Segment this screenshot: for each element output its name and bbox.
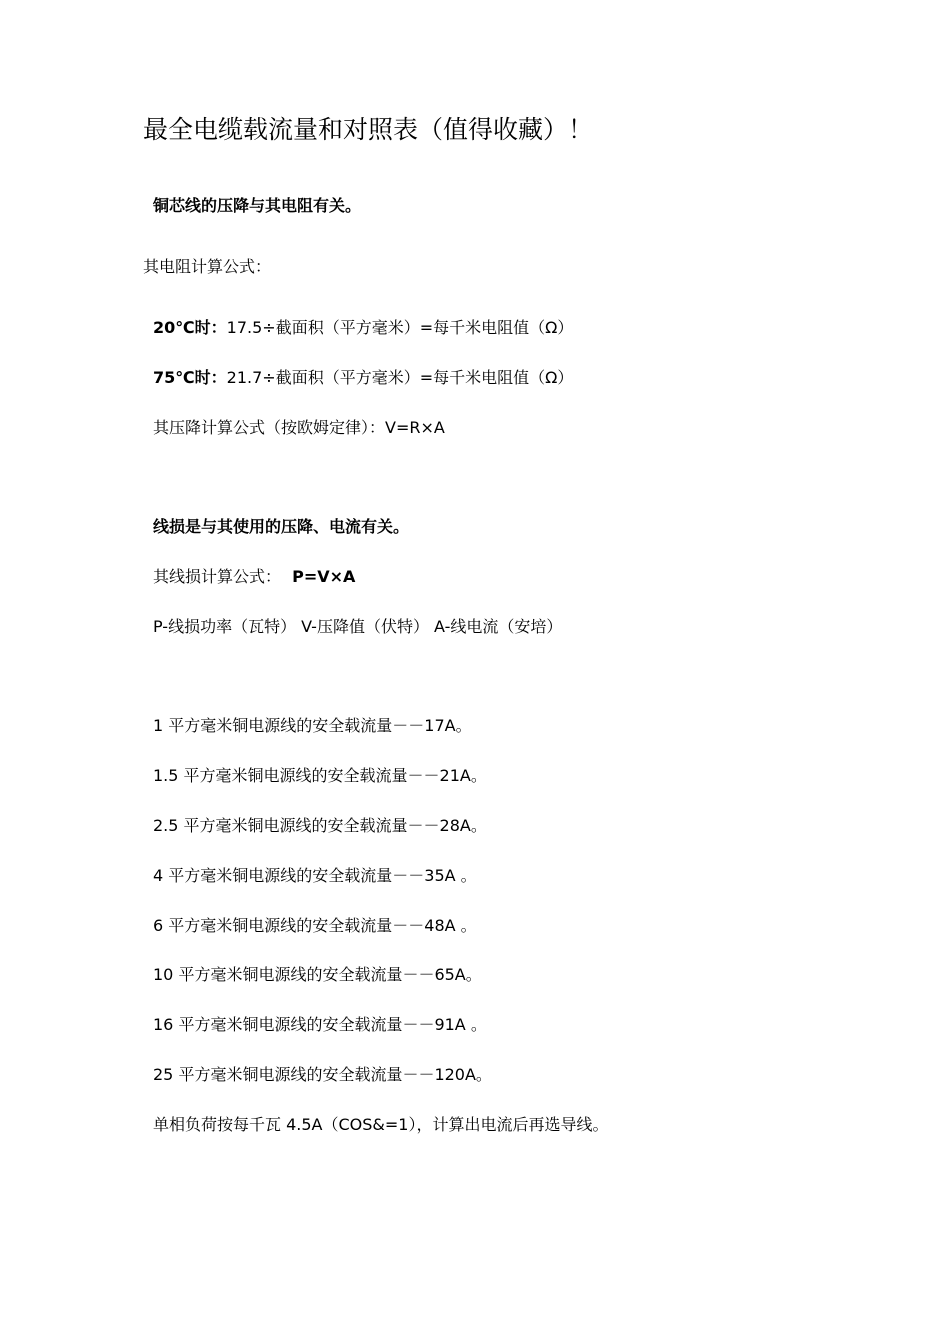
line-loss-formula-value: P=V×A bbox=[292, 567, 356, 586]
ampacity-item: 2.5 平方毫米铜电源线的安全载流量－－28A。 bbox=[153, 816, 487, 835]
ampacity-item: 4 平方毫米铜电源线的安全载流量－－35A 。 bbox=[153, 866, 477, 885]
line-loss-legend: P-线损功率（瓦特） V-压降值（伏特） A-线电流（安培） bbox=[153, 617, 563, 636]
ampacity-item: 1.5 平方毫米铜电源线的安全载流量－－21A。 bbox=[153, 766, 487, 785]
formula-20c-text: 17.5÷截面积（平方毫米）=每千米电阻值（Ω） bbox=[226, 318, 574, 337]
voltage-drop-formula: 其压降计算公式（按欧姆定律）：V=R×A bbox=[153, 418, 445, 437]
section-heading-line-loss: 线损是与其使用的压降、电流有关。 bbox=[153, 517, 410, 536]
page-title: 最全电缆载流量和对照表（值得收藏）！ bbox=[143, 115, 594, 144]
line-loss-formula-label: 其线损计算公式： bbox=[153, 567, 282, 586]
ampacity-item: 25 平方毫米铜电源线的安全载流量－－120A。 bbox=[153, 1065, 492, 1084]
ampacity-item: 16 平方毫米铜电源线的安全载流量－－91A 。 bbox=[153, 1015, 487, 1034]
formula-75c-text: 21.7÷截面积（平方毫米）=每千米电阻值（Ω） bbox=[226, 368, 574, 387]
line-loss-formula bbox=[153, 566, 355, 588]
resistance-formula-label: 其电阻计算公式： bbox=[143, 257, 272, 276]
ampacity-item: 6 平方毫米铜电源线的安全载流量－－48A 。 bbox=[153, 916, 477, 935]
formula-20c bbox=[153, 317, 573, 339]
formula-75c-label: 75℃时： bbox=[153, 368, 227, 387]
section-heading-resistance: 铜芯线的压降与其电阻有关。 bbox=[153, 196, 362, 215]
formula-75c bbox=[153, 367, 573, 389]
ampacity-item: 10 平方毫米铜电源线的安全载流量－－65A。 bbox=[153, 965, 482, 984]
closing-note: 单相负荷按每千瓦 4.5A（COS&=1），计算出电流后再选导线。 bbox=[153, 1115, 609, 1134]
ampacity-item: 1 平方毫米铜电源线的安全载流量－－17A。 bbox=[153, 716, 472, 735]
formula-20c-label: 20℃时： bbox=[153, 318, 227, 337]
